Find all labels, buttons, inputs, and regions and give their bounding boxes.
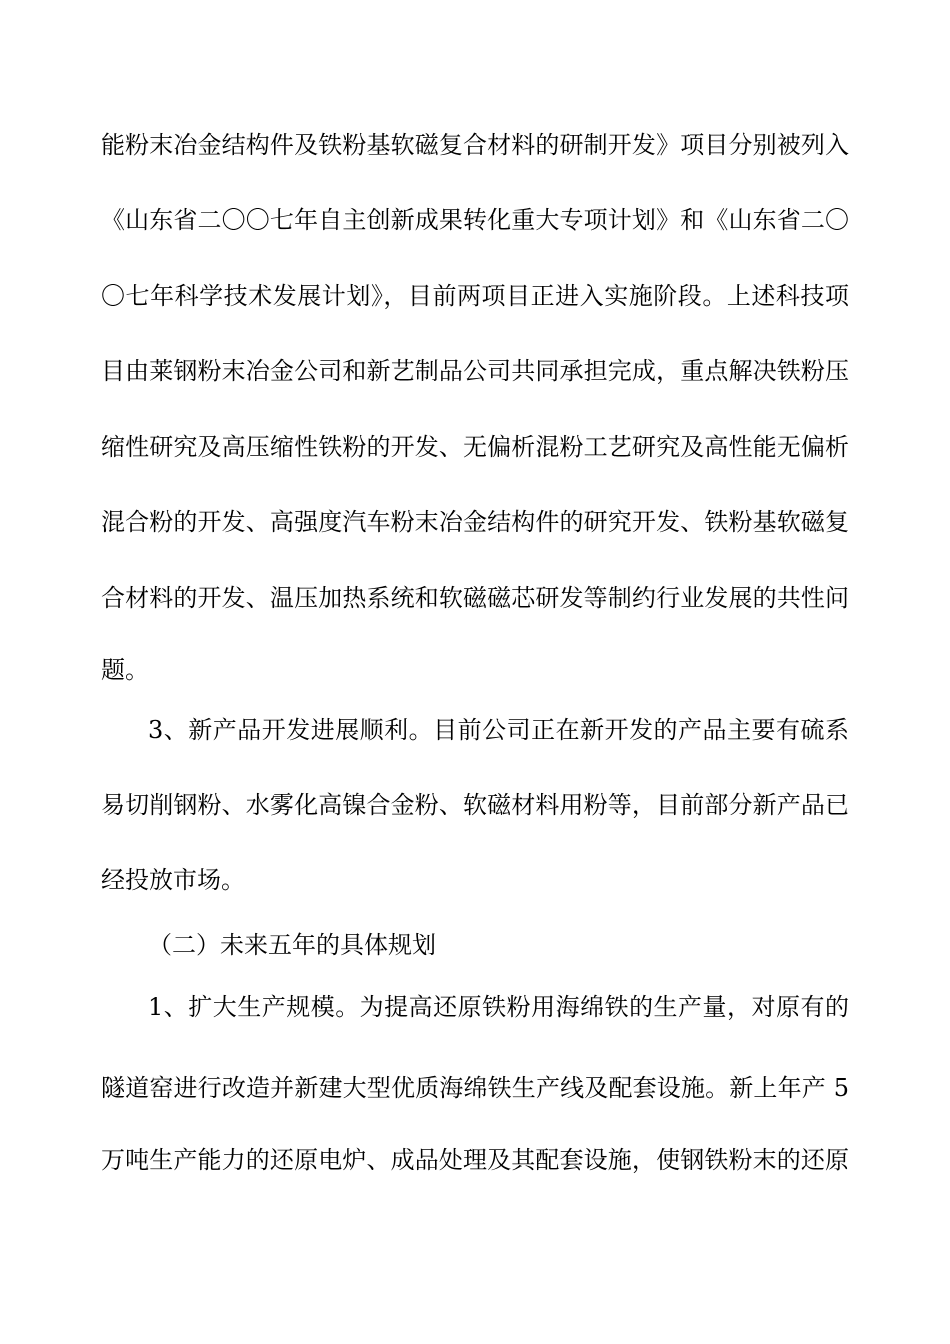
text-line: 题。 bbox=[101, 656, 149, 684]
text-line: 《山东省二〇〇七年自主创新成果转化重大专项计划》和《山东省二〇 bbox=[101, 206, 849, 234]
text-line: 合材料的开发、温压加热系统和软磁磁芯研发等制约行业发展的共性问 bbox=[101, 584, 849, 612]
text-line: 〇七年科学技术发展计划》，目前两项目正进入实施阶段。上述科技项 bbox=[101, 282, 849, 310]
text-line: 目由莱钢粉末冶金公司和新艺制品公司共同承担完成，重点解决铁粉压 bbox=[101, 357, 849, 385]
text-line: 万吨生产能力的还原电炉、成品处理及其配套设施，使钢铁粉末的还原 bbox=[101, 1146, 849, 1174]
text-line: 隧道窑进行改造并新建大型优质海绵铁生产线及配套设施。新上年产 5 bbox=[101, 1074, 849, 1102]
section-heading: （二）未来五年的具体规划 bbox=[148, 931, 436, 959]
text-line: 1、扩大生产规模。为提高还原铁粉用海绵铁的生产量，对原有的 bbox=[148, 993, 849, 1021]
text-line: 经投放市场。 bbox=[101, 866, 245, 894]
text-line: 混合粉的开发、高强度汽车粉末冶金结构件的研究开发、铁粉基软磁复 bbox=[101, 508, 849, 536]
text-line: 易切削钢粉、水雾化高镍合金粉、软磁材料用粉等，目前部分新产品已 bbox=[101, 791, 849, 819]
text-line: 能粉末冶金结构件及铁粉基软磁复合材料的研制开发》项目分别被列入 bbox=[101, 131, 849, 159]
text-line: 3、新产品开发进展顺利。目前公司正在新开发的产品主要有硫系 bbox=[148, 716, 849, 744]
text-line: 缩性研究及高压缩性铁粉的开发、无偏析混粉工艺研究及高性能无偏析 bbox=[101, 433, 849, 461]
